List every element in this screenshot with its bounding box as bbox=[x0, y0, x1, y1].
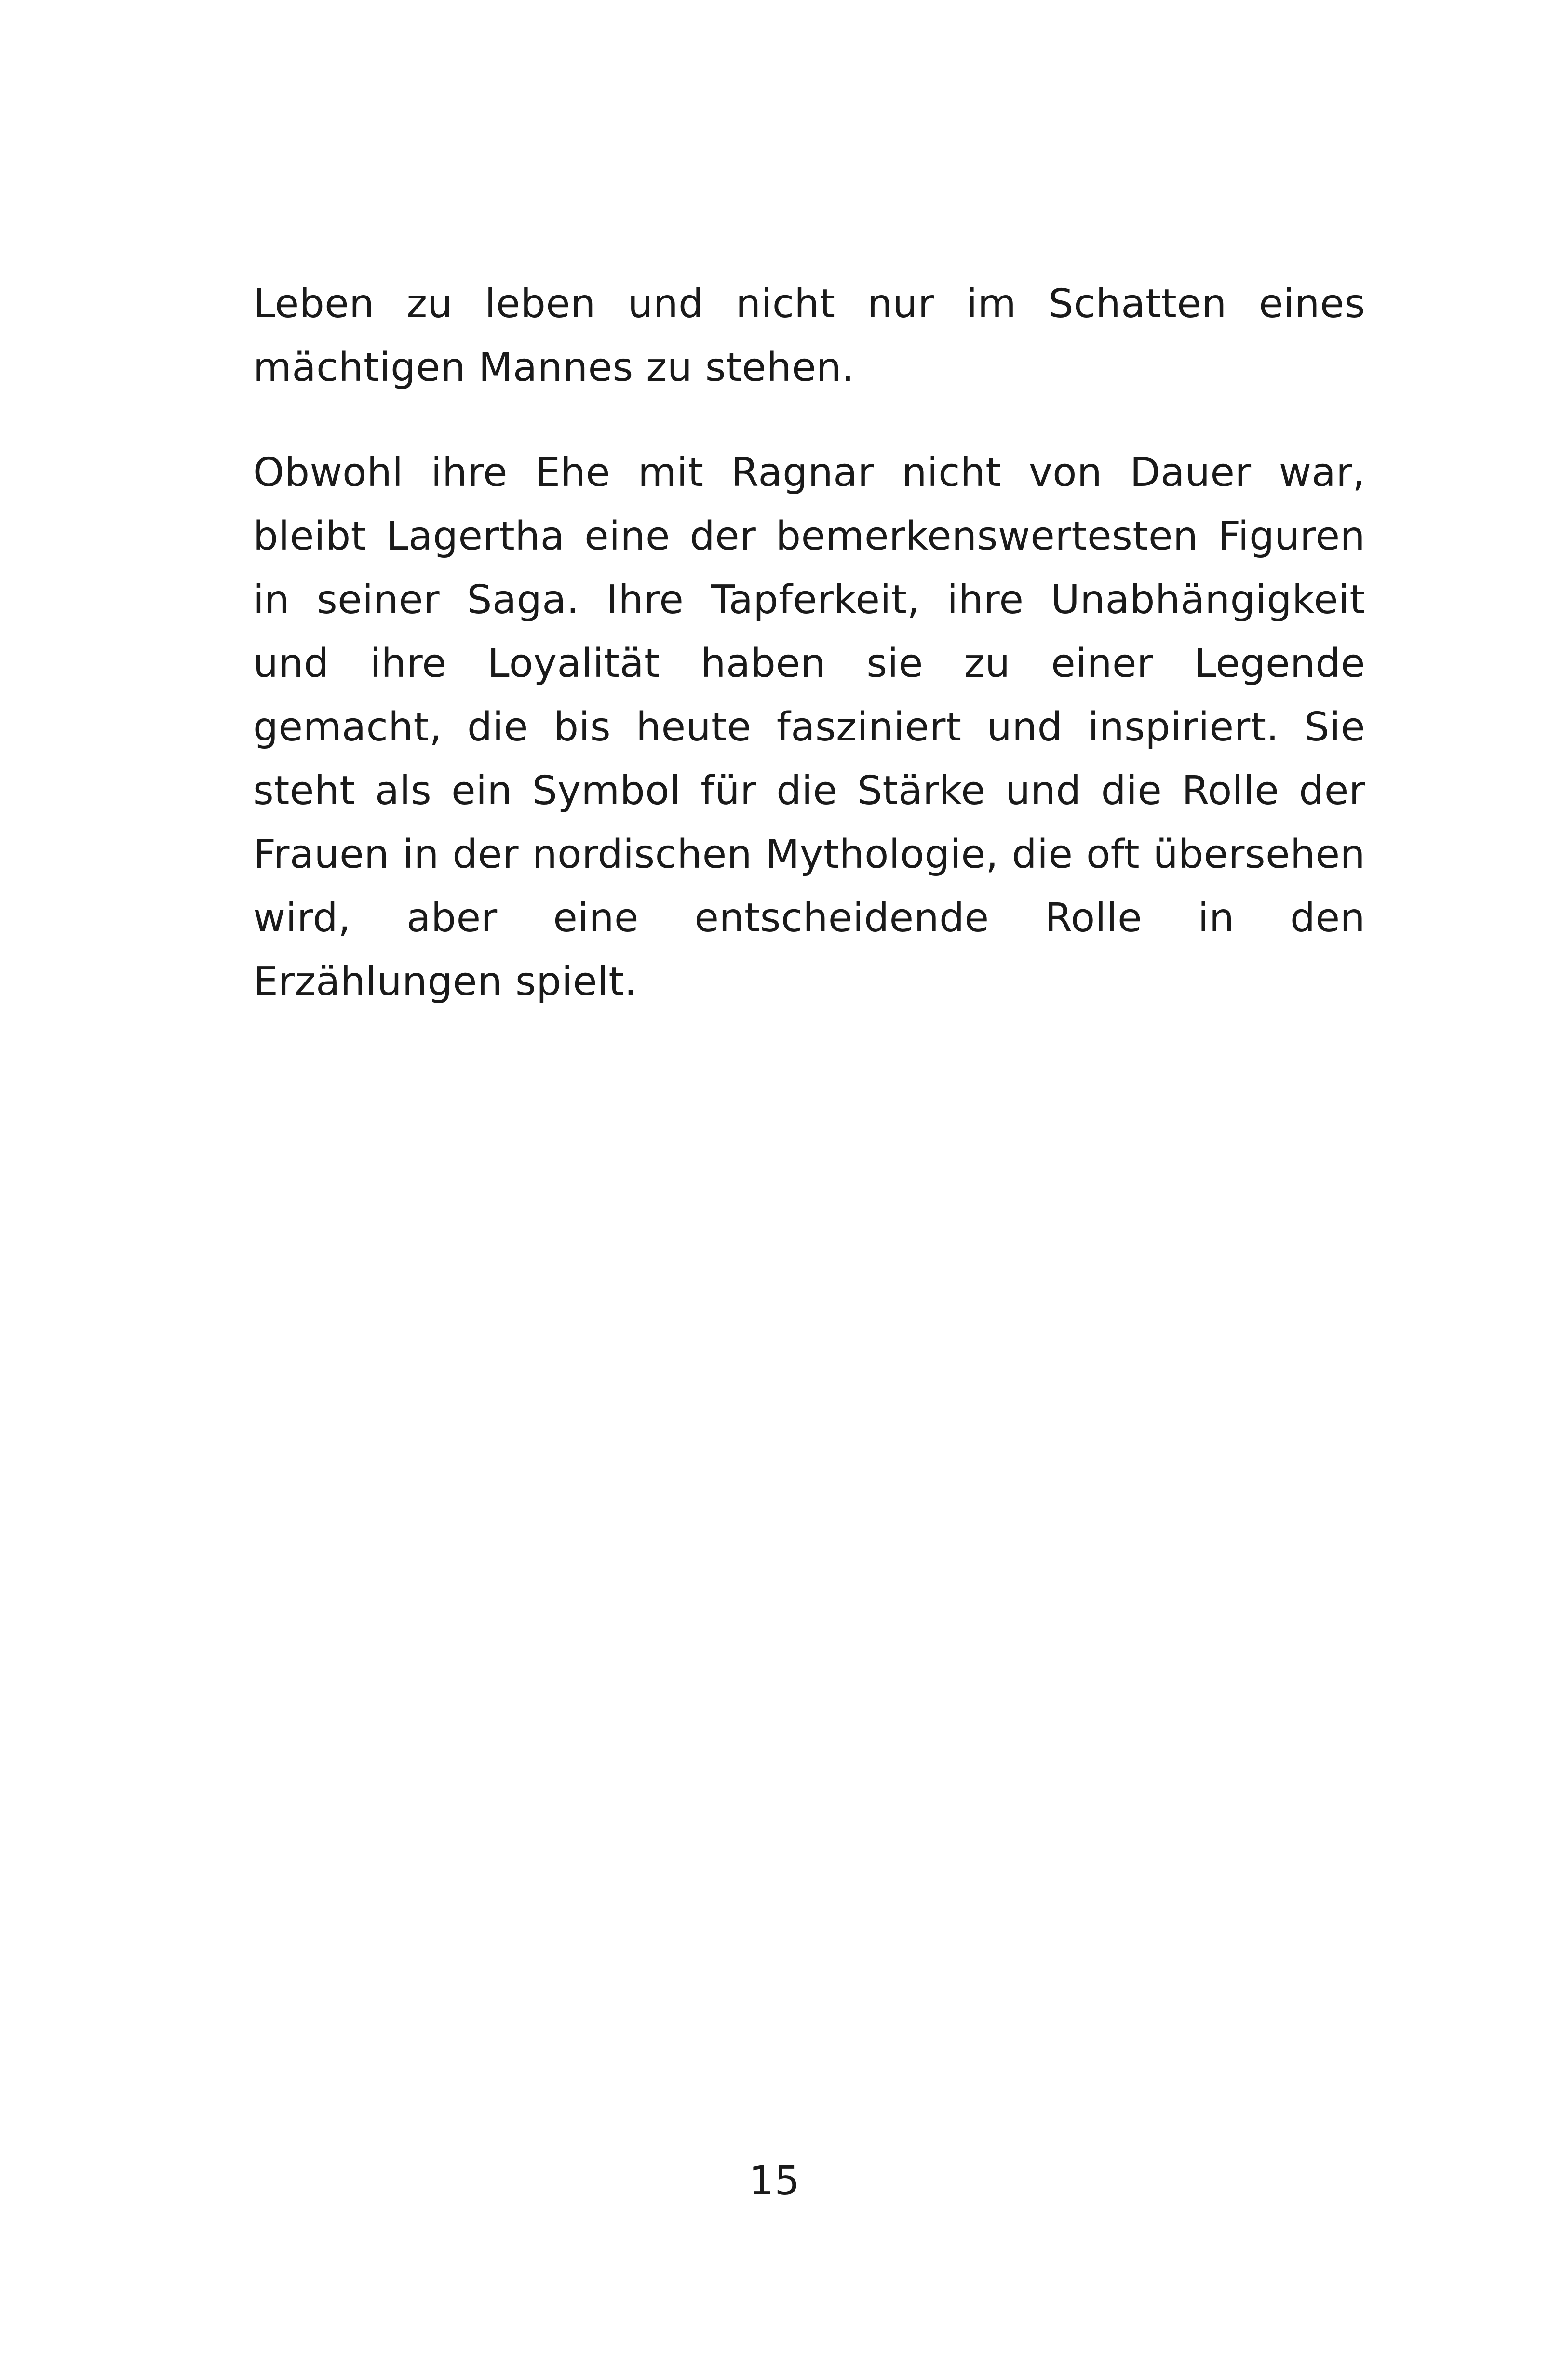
body-text bbox=[253, 272, 1365, 1014]
page-number: 15 bbox=[749, 2158, 800, 2204]
paragraph-lagertha-legacy: Obwohl ihre Ehe mit Ragnar nicht von Dauer war, bleibt Lagertha eine der bemerkenswertesten Figuren in seiner Saga. Ihre Tapferkeit, ihre Unabhängigkeit und ihre Loyalität haben sie zu einer Legende gemacht, die bis heute fasziniert und inspiriert. Sie steht als ein Symbol für die Stärke und die Rolle der Frauen in der nordischen Mythologie, die oft übersehen wird, aber eine entscheidende Rolle in den Erzählungen spielt. bbox=[253, 450, 1365, 1005]
paragraph-continuation: Leben zu leben und nicht nur im Schatten eines mächtigen Mannes zu stehen. bbox=[253, 281, 1365, 390]
